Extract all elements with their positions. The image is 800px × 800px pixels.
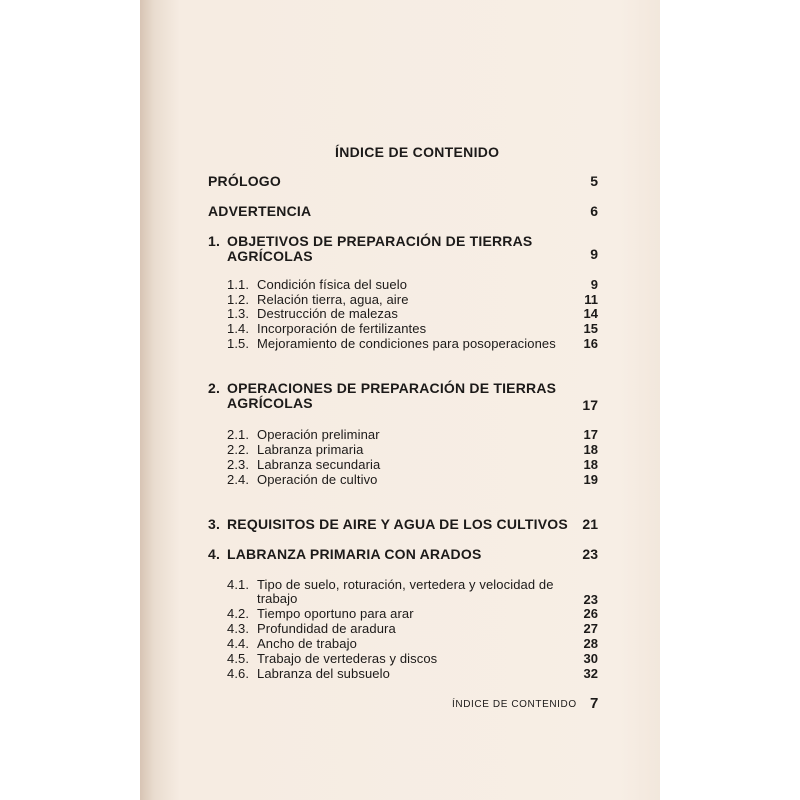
toc-section-number: 1.5. [227, 336, 250, 351]
toc-section-page: 27 [583, 621, 598, 636]
toc-section-title: Operación preliminar [257, 427, 380, 442]
toc-chapter-title: REQUISITOS DE AIRE Y AGUA DE LOS CULTIVOS [227, 516, 568, 532]
toc-chapter-title: OBJETIVOS DE PREPARACIÓN DE TIERRAS [227, 233, 533, 249]
toc-section-title: Labranza secundaria [257, 457, 381, 472]
toc-section-title: Tipo de suelo, roturación, vertedera y velocidad de [257, 577, 554, 592]
toc-chapter-title: OPERACIONES DE PREPARACIÓN DE TIERRAS [227, 380, 557, 396]
toc-section-number: 2.4. [227, 472, 250, 487]
toc-section-number: 4.2. [227, 606, 250, 621]
toc-section-page: 30 [583, 651, 598, 666]
toc-section-page: 32 [583, 666, 598, 681]
toc-section-page: 28 [583, 636, 598, 651]
toc-section-page: 17 [583, 427, 598, 442]
toc-section-number: 1.2. [227, 292, 250, 307]
toc-chapter-title-cont: AGRÍCOLAS [227, 395, 313, 411]
toc-chapter-page: 21 [582, 516, 598, 532]
toc-section-number: 4.4. [227, 636, 250, 651]
toc-section-page: 26 [583, 606, 598, 621]
toc-section-page: 18 [583, 457, 598, 472]
toc-entry-prologo: PRÓLOGO [208, 173, 281, 189]
toc-section-title: Trabajo de vertederas y discos [257, 651, 438, 666]
toc-section-title: Tiempo oportuno para arar [257, 606, 414, 621]
toc-section-number: 1.4. [227, 321, 250, 336]
toc-section-title: Ancho de trabajo [257, 636, 357, 651]
toc-chapter-page: 17 [582, 397, 598, 413]
toc-section-title: Operación de cultivo [257, 472, 378, 487]
toc-chapter-page: 9 [590, 246, 598, 262]
toc-chapter-page: 23 [582, 546, 598, 562]
page-number: 7 [590, 695, 599, 712]
toc-section-page: 11 [584, 292, 598, 307]
toc-chapter-number: 2. [208, 380, 221, 396]
toc-section-number: 2.3. [227, 457, 250, 472]
page-title: ÍNDICE DE CONTENIDO [335, 144, 500, 160]
toc-section-page: 19 [583, 472, 598, 487]
toc-chapter-title: LABRANZA PRIMARIA CON ARADOS [227, 546, 482, 562]
toc-section-page: 16 [583, 336, 598, 351]
toc-section-number: 4.6. [227, 666, 250, 681]
toc-chapter-number: 3. [208, 516, 221, 532]
toc-section-page: 9 [590, 277, 598, 292]
toc-page-advertencia: 6 [590, 203, 598, 219]
toc-section-title: Mejoramiento de condiciones para posoperaciones [257, 336, 556, 351]
toc-section-title: Relación tierra, agua, aire [257, 292, 409, 307]
toc-section-title: Destrucción de malezas [257, 306, 398, 321]
toc-section-number: 4.5. [227, 651, 250, 666]
toc-section-title: Incorporación de fertilizantes [257, 321, 427, 336]
toc-section-page: 14 [583, 306, 598, 321]
toc-section-page: 18 [583, 442, 598, 457]
toc-section-number: 4.3. [227, 621, 250, 636]
toc-section-number: 2.1. [227, 427, 250, 442]
toc-chapter-number: 4. [208, 546, 221, 562]
running-footer: ÍNDICE DE CONTENIDO [452, 699, 577, 710]
toc-section-page: 15 [583, 321, 598, 336]
toc-section-title-cont: trabajo [257, 591, 298, 606]
toc-section-page: 23 [583, 592, 598, 607]
toc-section-title: Condición física del suelo [257, 277, 408, 292]
toc-page-prologo: 5 [590, 173, 598, 189]
toc-section-number: 1.3. [227, 306, 250, 321]
toc-section-number: 2.2. [227, 442, 250, 457]
toc-section-title: Labranza del subsuelo [257, 666, 390, 681]
toc-entry-advertencia: ADVERTENCIA [208, 203, 312, 219]
toc-section-number: 1.1. [227, 277, 250, 292]
toc-section-title: Labranza primaria [257, 442, 364, 457]
toc-chapter-number: 1. [208, 233, 221, 249]
toc-section-title: Profundidad de aradura [257, 621, 396, 636]
toc-section-number: 4.1. [227, 577, 250, 592]
toc-chapter-title-cont: AGRÍCOLAS [227, 248, 313, 264]
